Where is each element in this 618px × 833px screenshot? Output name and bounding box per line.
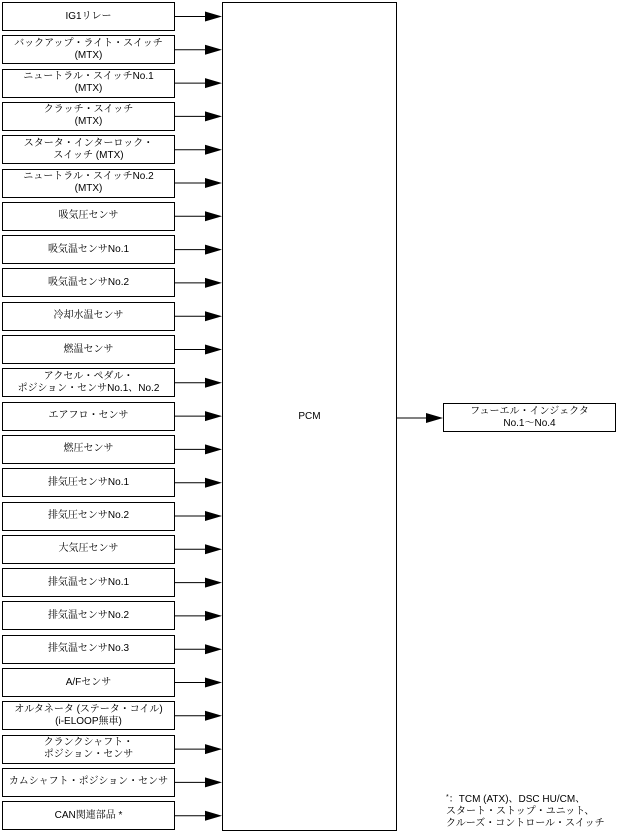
fuel-injector-label: フューエル・インジェクタ No.1〜No.4	[470, 405, 589, 429]
input-label: クランクシャフト・ ポジション・センサ	[43, 737, 134, 761]
input-arrow-head	[205, 211, 222, 221]
input-arrow-head	[205, 145, 222, 155]
input-label: 燃温センサ	[63, 343, 114, 355]
input-box	[2, 35, 175, 64]
input-arrow-head	[205, 777, 222, 787]
input-arrow-head	[205, 644, 222, 654]
input-box	[2, 668, 175, 697]
input-box	[2, 468, 175, 497]
input-box	[2, 69, 175, 98]
input-box	[2, 768, 175, 797]
input-label: ニュートラル・スイッチNo.1 (MTX)	[23, 71, 154, 95]
input-label: 排気圧センサNo.1	[47, 476, 130, 488]
input-box	[2, 535, 175, 564]
input-box	[2, 268, 175, 297]
pcm-box	[222, 2, 397, 831]
input-box	[2, 635, 175, 664]
input-arrow-head	[205, 12, 222, 22]
input-arrow-head	[205, 311, 222, 321]
input-box	[2, 202, 175, 231]
input-box	[2, 2, 175, 31]
input-arrow-head	[205, 578, 222, 588]
output-arrow-head	[426, 413, 443, 423]
input-arrow-head	[205, 744, 222, 754]
input-label: 燃圧センサ	[63, 443, 114, 455]
input-arrow-head	[205, 478, 222, 488]
input-label: アクセル・ペダル・ ポジション・センサNo.1、No.2	[17, 370, 160, 394]
input-box	[2, 402, 175, 431]
input-label: 排気温センサNo.3	[47, 643, 130, 655]
input-label: ニュートラル・スイッチNo.2 (MTX)	[23, 171, 154, 194]
input-arrow-head	[205, 278, 222, 288]
footnote-mark: *	[446, 794, 449, 801]
input-arrow-head	[205, 178, 222, 188]
input-label: 冷却水温センサ	[53, 310, 124, 322]
input-arrow-head	[205, 45, 222, 55]
fuel-injector-box	[443, 403, 616, 432]
input-arrow-head	[205, 444, 222, 454]
input-arrow-head	[205, 378, 222, 388]
input-label: 吸気温センサNo.1	[47, 243, 130, 255]
input-box	[2, 235, 175, 264]
input-arrow-head	[205, 711, 222, 721]
input-label: クラッチ・スイッチ (MTX)	[43, 104, 134, 128]
input-box	[2, 169, 175, 198]
pcm-label: PCM	[298, 411, 321, 422]
footnote-text: ：TCM (ATX)、DSC HU/CM、 スタート・ストップ・ユニット、 クルーズ・コントロール・スイッチ	[446, 794, 605, 829]
input-arrow-head	[205, 345, 222, 355]
input-arrow-head	[205, 811, 222, 821]
input-label: オルタネータ (ステータ・コイル) (i-ELOOP無車)	[14, 703, 163, 727]
input-arrow-head	[205, 678, 222, 688]
input-box	[2, 701, 175, 730]
input-arrow-head	[205, 78, 222, 88]
input-arrow-head	[205, 511, 222, 521]
input-label: 吸気温センサNo.2	[47, 276, 130, 288]
input-label: CAN関連部品 *	[54, 809, 123, 821]
input-arrow-head	[205, 245, 222, 255]
input-label: 大気圧センサ	[58, 543, 119, 555]
input-box	[2, 135, 175, 164]
input-box	[2, 801, 175, 830]
input-box	[2, 601, 175, 630]
input-arrow-head	[205, 544, 222, 554]
input-arrow-head	[205, 411, 222, 421]
input-label: A/Fセンサ	[65, 676, 112, 688]
input-label: バックアップ・ライト・スイッチ (MTX)	[14, 37, 163, 61]
input-box	[2, 102, 175, 131]
input-arrow-head	[205, 611, 222, 621]
input-box	[2, 735, 175, 764]
input-box	[2, 568, 175, 597]
input-box	[2, 502, 175, 531]
input-label: カムシャフト・ポジション・センサ	[8, 776, 169, 788]
input-label: スタータ・インターロック・ スイッチ (MTX)	[23, 137, 154, 161]
footnote	[446, 794, 616, 830]
input-label: 排気温センサNo.2	[47, 609, 130, 621]
input-box	[2, 335, 175, 364]
input-label: 排気圧センサNo.2	[47, 510, 130, 521]
input-box	[2, 368, 175, 397]
input-box	[2, 302, 175, 331]
input-label: IG1リレー	[65, 10, 112, 22]
input-box	[2, 435, 175, 464]
input-label: エアフロ・センサ	[48, 410, 129, 422]
input-arrow-head	[205, 111, 222, 121]
input-label: 排気温センサNo.1	[47, 576, 130, 588]
input-label: 吸気圧センサ	[58, 210, 119, 222]
